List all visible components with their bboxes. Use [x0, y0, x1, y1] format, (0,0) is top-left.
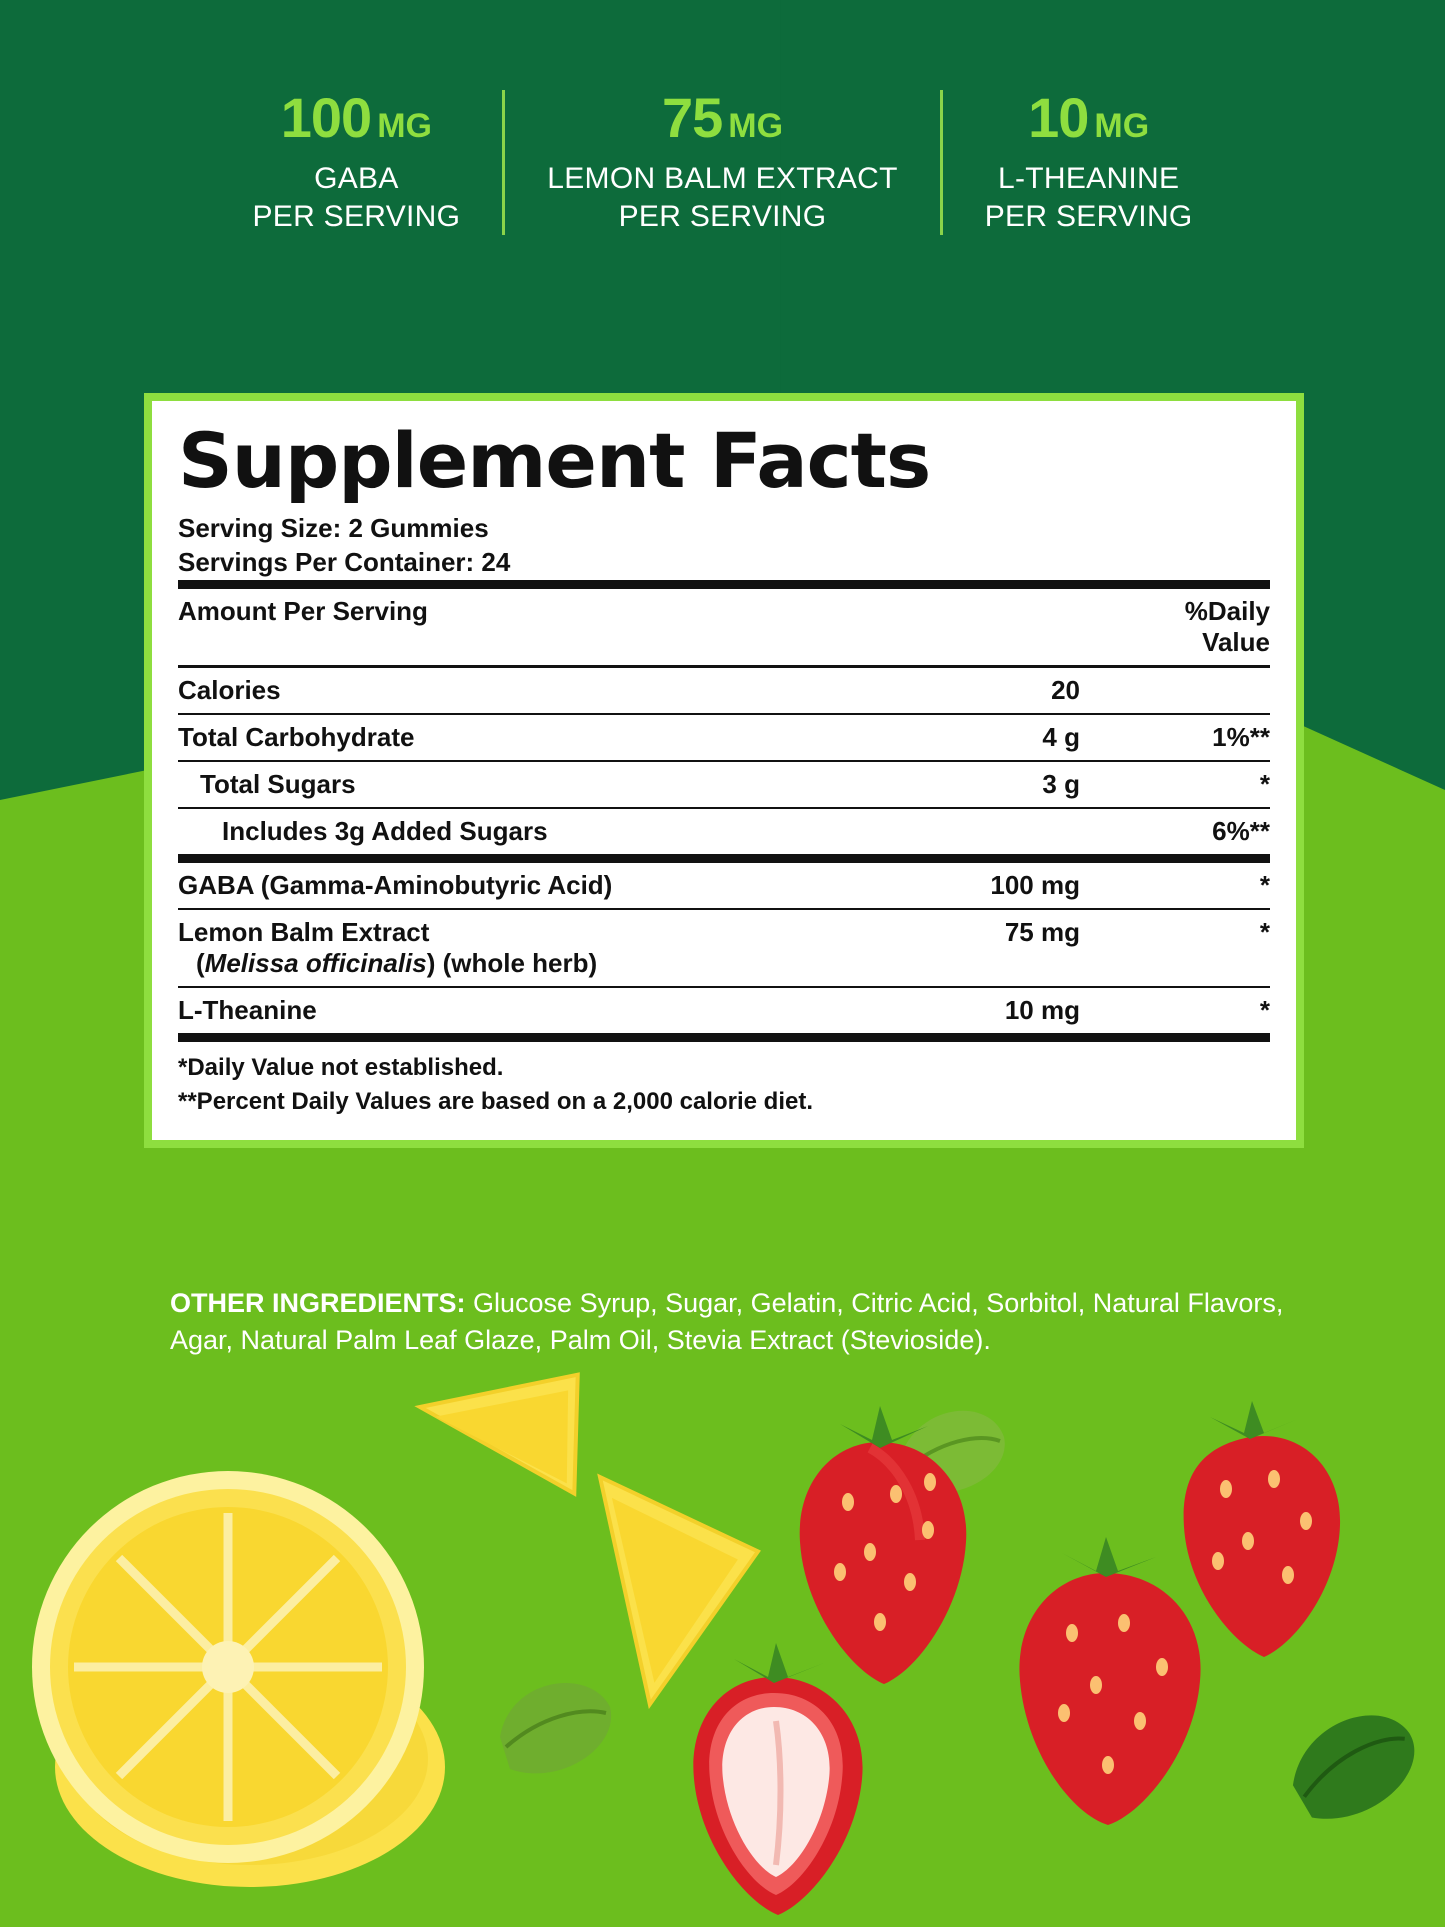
amount-value: 100	[280, 86, 372, 149]
row-name-latin: Melissa officinalis	[204, 947, 427, 978]
other-ingredients-text: Glucose Syrup, Sugar, Gelatin, Citric Acid, Sorbitol, Natural Flavors, Agar, Natural Palm Leaf Glaze, Palm Oil, Stevia Extract (Stevioside).	[170, 1288, 1284, 1356]
serving-size: Serving Size: 2 Gummies	[178, 513, 489, 543]
key-ingredient-name	[252, 160, 460, 235]
amount-unit: MG	[377, 107, 432, 145]
per-serving-label: PER SERVING	[618, 199, 827, 233]
header-daily-value: %Daily Value	[1140, 584, 1270, 666]
key-ingredient-lemon-balm	[502, 86, 939, 235]
table-header-row	[178, 584, 1270, 666]
row-amount: 20	[910, 666, 1140, 714]
row-amount	[910, 808, 1140, 859]
row-amount: 4 g	[910, 714, 1140, 761]
amount-value: 10	[1028, 86, 1089, 149]
row-name-paren: (	[196, 947, 205, 978]
row-dv: *	[1140, 909, 1270, 987]
amount-unit: MG	[1094, 107, 1150, 145]
key-ingredients-strip	[0, 86, 1445, 235]
footnote-percent-dv: **Percent Daily Values are based on a 2,000 calorie diet.	[178, 1088, 813, 1116]
row-name: L-Theanine	[178, 987, 910, 1038]
row-amount: 3 g	[910, 761, 1140, 808]
row-name: GABA (Gamma-Aminobutyric Acid)	[178, 858, 910, 909]
table-row	[178, 666, 1270, 714]
key-ingredient-name	[985, 160, 1193, 235]
row-dv: *	[1140, 858, 1270, 909]
row-dv: *	[1140, 987, 1270, 1038]
supplement-facts-title: Supplement Facts	[178, 416, 931, 505]
other-ingredients-label: OTHER INGREDIENTS:	[170, 1288, 466, 1318]
table-bottom-rule	[178, 1037, 1270, 1042]
lemon-wedge-upper-icon	[420, 1367, 612, 1531]
key-ingredient-amount	[252, 86, 460, 149]
key-ingredient-amount	[985, 86, 1193, 149]
per-serving-label: PER SERVING	[984, 199, 1193, 233]
table-row	[178, 714, 1270, 761]
lemon-wedge-lower-icon	[556, 1477, 766, 1720]
row-name	[178, 909, 910, 987]
row-dv	[1140, 666, 1270, 714]
key-ingredient-amount	[547, 86, 897, 149]
row-dv: *	[1140, 761, 1270, 808]
lemon-slice-icon	[32, 1471, 424, 1863]
key-ingredient-gaba	[210, 86, 502, 235]
ingredient-label: LEMON BALM EXTRACT	[547, 162, 898, 195]
other-ingredients	[170, 1285, 1300, 1360]
row-amount: 10 mg	[910, 987, 1140, 1038]
table-row	[178, 987, 1270, 1038]
mint-leaf-icon	[1280, 1705, 1427, 1829]
row-name: Includes 3g Added Sugars	[178, 808, 910, 859]
row-name-tail: ) (whole herb)	[426, 947, 598, 978]
table-row	[178, 858, 1270, 909]
amount-value: 75	[661, 86, 723, 149]
mint-leaf-icon	[500, 1683, 611, 1773]
supplement-facts-table	[178, 580, 1270, 1042]
row-name: Calories	[178, 666, 910, 714]
strawberry-half-icon	[693, 1643, 862, 1915]
table-row	[178, 909, 1270, 987]
fruit-illustration	[0, 1367, 1445, 1927]
row-name-main: Lemon Balm Extract	[178, 916, 430, 947]
row-name: Total Carbohydrate	[178, 714, 910, 761]
row-name: Total Sugars	[178, 761, 910, 808]
ingredient-label: L-THEANINE	[997, 162, 1180, 195]
amount-unit: MG	[728, 107, 784, 145]
row-dv: 6%**	[1140, 808, 1270, 859]
table-footer-rule-row	[178, 1037, 1270, 1042]
table-row	[178, 761, 1270, 808]
footnote-daily-value: *Daily Value not established.	[178, 1053, 504, 1081]
key-ingredient-l-theanine	[940, 86, 1235, 235]
row-amount: 100 mg	[910, 858, 1140, 909]
row-amount: 75 mg	[910, 909, 1140, 987]
table-row	[178, 808, 1270, 859]
strawberry-icon	[1019, 1537, 1200, 1825]
supplement-facts-panel	[144, 393, 1304, 1148]
row-dv: 1%**	[1140, 714, 1270, 761]
supplement-facts-card	[152, 401, 1296, 1140]
header-amount-per-serving: Amount Per Serving	[178, 584, 1140, 666]
strawberry-icon	[1184, 1401, 1340, 1657]
ingredient-label: GABA	[314, 162, 399, 195]
key-ingredient-name	[547, 160, 897, 235]
servings-per-container: Servings Per Container: 24	[178, 547, 511, 578]
per-serving-label: PER SERVING	[252, 199, 461, 233]
